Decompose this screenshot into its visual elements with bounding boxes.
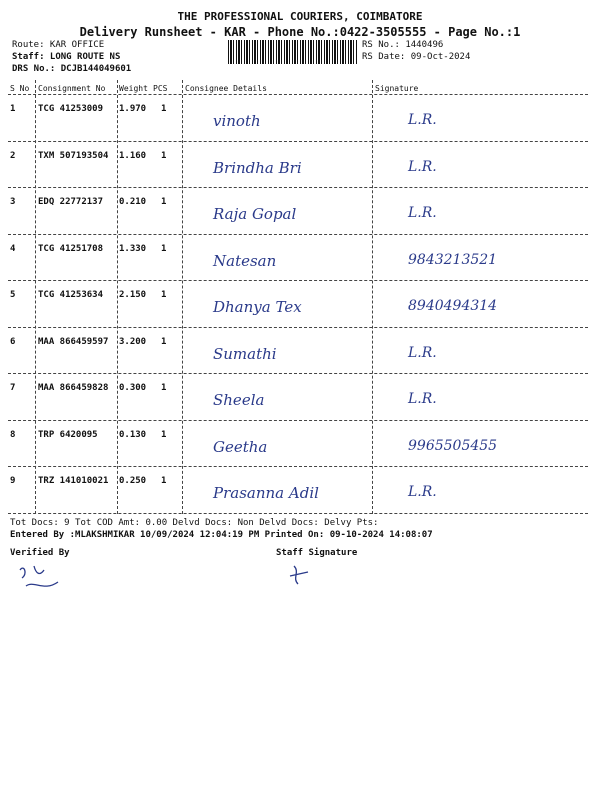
row-pcs: 1 xyxy=(161,383,167,393)
row-sno: 7 xyxy=(10,383,16,393)
staff-signature-scribble xyxy=(286,562,316,588)
rs-number: RS No.: 1440496 xyxy=(362,40,444,50)
col-pcs: PCS xyxy=(153,84,168,93)
row-signature: L.R. xyxy=(408,205,437,221)
row-divider xyxy=(8,466,588,467)
row-pcs: 1 xyxy=(161,197,167,207)
runsheet-table xyxy=(8,80,588,514)
row-pcs: 1 xyxy=(161,429,167,440)
row-consignment: MAA 866459597 xyxy=(38,336,109,347)
col-signature: Signature xyxy=(375,84,419,93)
column-divider xyxy=(372,80,373,514)
row-divider xyxy=(8,187,588,188)
company-title: THE PROFESSIONAL COURIERS, COIMBATORE xyxy=(177,10,423,23)
row-signature: 9843213521 xyxy=(408,251,498,268)
col-weight: Weight xyxy=(119,84,148,93)
row-consignment: TRZ 141010021 xyxy=(38,476,109,486)
runsheet-subtitle: Delivery Runsheet - KAR - Phone No.:0422-3505555 - Page No.:1 xyxy=(79,25,521,39)
row-pcs: 1 xyxy=(161,243,167,254)
row-consignment: TCG 41251708 xyxy=(38,243,104,254)
row-divider xyxy=(8,141,588,142)
column-divider xyxy=(117,80,118,514)
row-divider xyxy=(8,234,588,235)
totals-line: Tot Docs: 9 Tot COD Amt: 0.00 Delvd Docs: Non Delvd Docs: Delvy Pts: xyxy=(10,518,379,528)
column-divider xyxy=(35,80,36,514)
verified-signature-scribble xyxy=(14,560,64,596)
row-consignee: Brindha Bri xyxy=(213,158,302,177)
row-pcs: 1 xyxy=(161,150,167,161)
row-signature: L.R. xyxy=(408,391,437,407)
row-consignment: TCG 41253634 xyxy=(38,290,104,300)
row-weight: 1.330 xyxy=(119,243,147,254)
col-sno: S No xyxy=(10,84,30,93)
row-weight: 0.300 xyxy=(119,383,147,393)
row-pcs: 1 xyxy=(161,476,167,486)
row-signature: L.R. xyxy=(408,484,437,500)
row-sno: 6 xyxy=(10,336,16,347)
staff-signature-label: Staff Signature xyxy=(276,548,358,558)
route-label: Route: KAR OFFICE xyxy=(12,40,105,50)
row-sno: 9 xyxy=(10,476,16,486)
row-sno: 1 xyxy=(10,104,16,114)
column-divider xyxy=(182,80,183,514)
row-signature: 9965505455 xyxy=(408,437,498,454)
row-divider xyxy=(8,327,588,328)
row-weight: 1.970 xyxy=(119,104,147,114)
row-divider xyxy=(8,513,588,514)
row-weight: 0.250 xyxy=(119,476,147,486)
col-consignee: Consignee Details xyxy=(185,84,267,93)
row-pcs: 1 xyxy=(161,290,167,300)
row-signature: L.R. xyxy=(408,344,437,361)
rs-date: RS Date: 09-Oct-2024 xyxy=(362,52,471,62)
staff-label: Staff: LONG ROUTE NS xyxy=(12,52,121,62)
row-consignee: Natesan xyxy=(213,251,277,270)
row-sno: 2 xyxy=(10,150,16,161)
barcode xyxy=(228,40,358,64)
row-consignee: Prasanna Adil xyxy=(213,484,319,502)
row-consignment: TXM 507193504 xyxy=(38,150,109,161)
row-sno: 4 xyxy=(10,243,16,254)
entered-by-line: Entered By :MLAKSHMIKAR 10/09/2024 12:04:19 PM Printed On: 09-10-2024 14:08:07 xyxy=(10,530,433,540)
row-consignee: vinoth xyxy=(213,112,261,130)
row-consignee: Dhanya Tex xyxy=(213,298,302,316)
row-signature: L.R. xyxy=(408,112,437,128)
verified-by-label: Verified By xyxy=(10,548,70,558)
row-divider xyxy=(8,280,588,281)
row-divider xyxy=(8,94,588,95)
row-divider xyxy=(8,420,588,421)
row-consignment: MAA 866459828 xyxy=(38,383,109,393)
row-sno: 3 xyxy=(10,197,16,207)
drs-number: DRS No.: DCJB144049601 xyxy=(12,64,132,74)
row-signature: L.R. xyxy=(408,158,437,175)
row-consignment: EDQ 22772137 xyxy=(38,197,104,207)
row-sno: 8 xyxy=(10,429,16,440)
row-consignment: TRP 6420095 xyxy=(38,429,98,440)
row-consignee: Raja Gopal xyxy=(213,205,297,223)
row-consignment: TCG 41253009 xyxy=(38,104,104,114)
row-weight: 0.130 xyxy=(119,429,147,440)
row-sno: 5 xyxy=(10,290,16,300)
row-signature: 8940494314 xyxy=(408,298,498,314)
col-consignment: Consignment No xyxy=(38,84,106,93)
row-pcs: 1 xyxy=(161,336,167,347)
row-pcs: 1 xyxy=(161,104,167,114)
row-weight: 3.200 xyxy=(119,336,147,347)
row-weight: 0.210 xyxy=(119,197,147,207)
row-weight: 1.160 xyxy=(119,150,147,161)
row-consignee: Geetha xyxy=(213,437,268,456)
row-consignee: Sheela xyxy=(213,391,265,409)
row-weight: 2.150 xyxy=(119,290,147,300)
row-divider xyxy=(8,373,588,374)
row-consignee: Sumathi xyxy=(213,344,277,363)
